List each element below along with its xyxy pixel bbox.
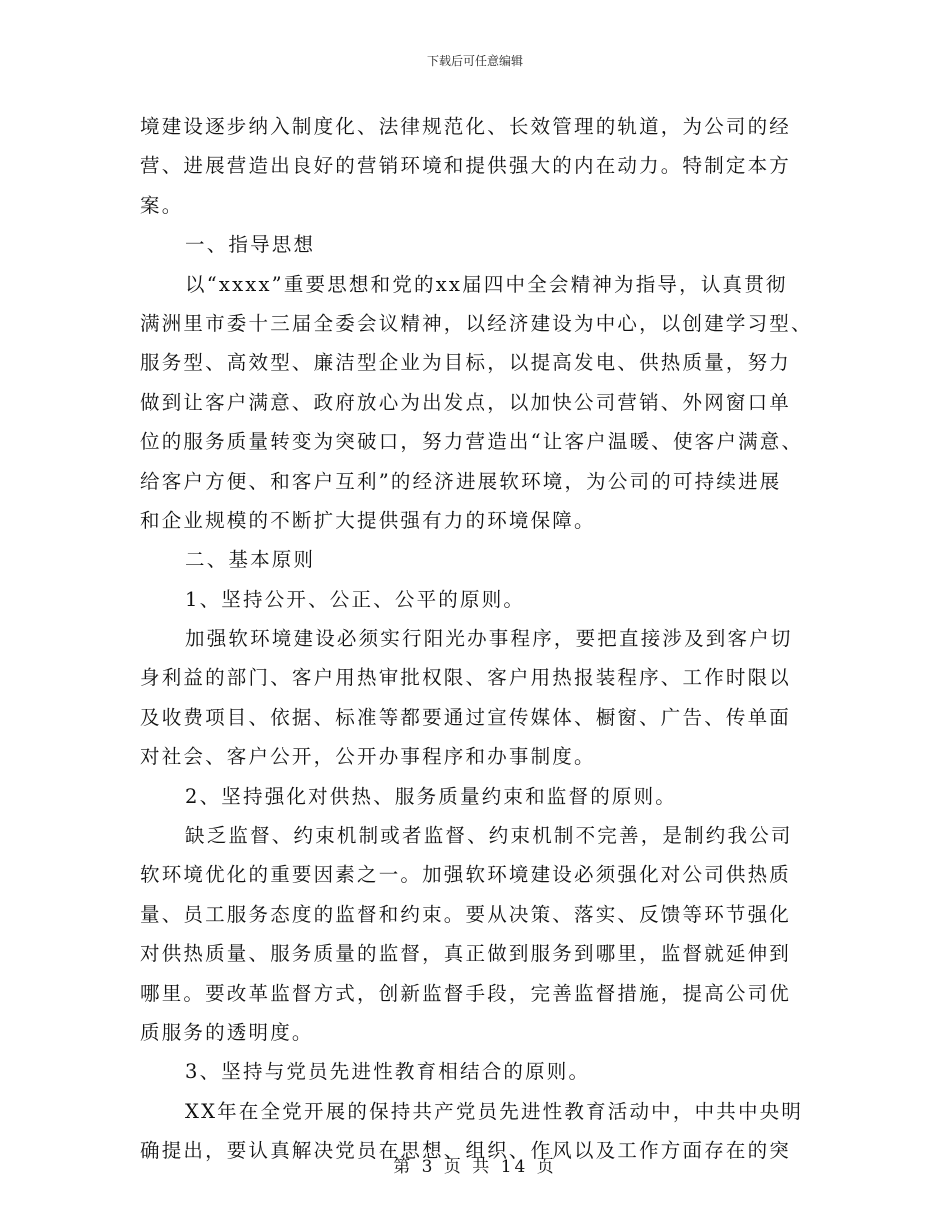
text-line: 位的服务质量转变为突破口，努力营造出“让客户温暖、使客户满意、 [140,430,804,454]
text-line: 服务型、高效型、廉洁型企业为目标，以提高发电、供热质量，努力 [140,351,792,375]
page-footer: 第 3 页 共 14 页 [393,1157,557,1177]
document-body [140,107,813,1171]
text-line: 对社会、客户公开，公开办事程序和办事制度。 [140,745,596,769]
text-line: 加强软环境建设必须实行阳光办事程序，要把直接涉及到客户切 [185,627,793,651]
text-line: 满洲里市委十三届全委会议精神，以经济建设为中心，以创建学习型、 [140,311,813,335]
text-line: 软环境优化的重要因素之一。加强软环境建设必须强化对公司供热质 [140,863,792,887]
text-line: 境建设逐步纳入制度化、法律规范化、长效管理的轨道，为公司的经 [140,115,792,138]
text-line: 1、坚持公开、公正、公平的原则。 [185,587,526,611]
text-line: 给客户方便、和客户互利”的经济进展软环境，为公司的可持续进展 [140,469,782,493]
text-line: 做到让客户满意、政府放心为出发点，以加快公司营销、外网窗口单 [140,390,792,414]
text-line: 营、进展营造出良好的营销环境和提供强大的内在动力。特制定本方 [140,154,792,178]
text-line: 案。 [140,193,184,217]
text-line: XX年在全党开展的保持共产党员先进性教育活动中，中共中央明 [185,1099,804,1123]
text-line: 对供热质量、服务质量的监督，真正做到服务到哪里，监督就延伸到 [140,942,792,966]
text-line: 2、坚持强化对供热、服务质量约束和监督的原则。 [185,784,678,808]
text-line: 和企业规模的不断扩大提供强有力的环境保障。 [140,508,596,532]
text-line: 3、坚持与党员先进性教育相结合的原则。 [185,1060,591,1084]
text-line: 一、指导思想 [185,233,316,257]
text-line: 确提出，要认真解决党员在思想、组织、作风以及工作方面存在的突 [140,1139,792,1163]
text-line: 二、基本原则 [185,548,316,572]
text-line: 量、员工服务态度的监督和约束。要从决策、落实、反馈等环节强化 [140,902,792,926]
text-line: 质服务的透明度。 [140,1020,314,1044]
text-line: 哪里。要改革监督方式，创新监督手段，完善监督措施，提高公司优 [140,981,792,1005]
page-header: 下载后可任意编辑 [426,54,523,68]
text-line: 及收费项目、依据、标准等都要通过宣传媒体、橱窗、广告、传单面 [140,705,792,729]
text-line: 身利益的部门、客户用热审批权限、客户用热报装程序、工作时限以 [140,666,792,690]
text-line: 以“xxxx”重要思想和党的xx届四中全会精神为指导，认真贯彻 [185,272,788,296]
text-line: 缺乏监督、约束机制或者监督、约束机制不完善，是制约我公司 [185,824,793,848]
